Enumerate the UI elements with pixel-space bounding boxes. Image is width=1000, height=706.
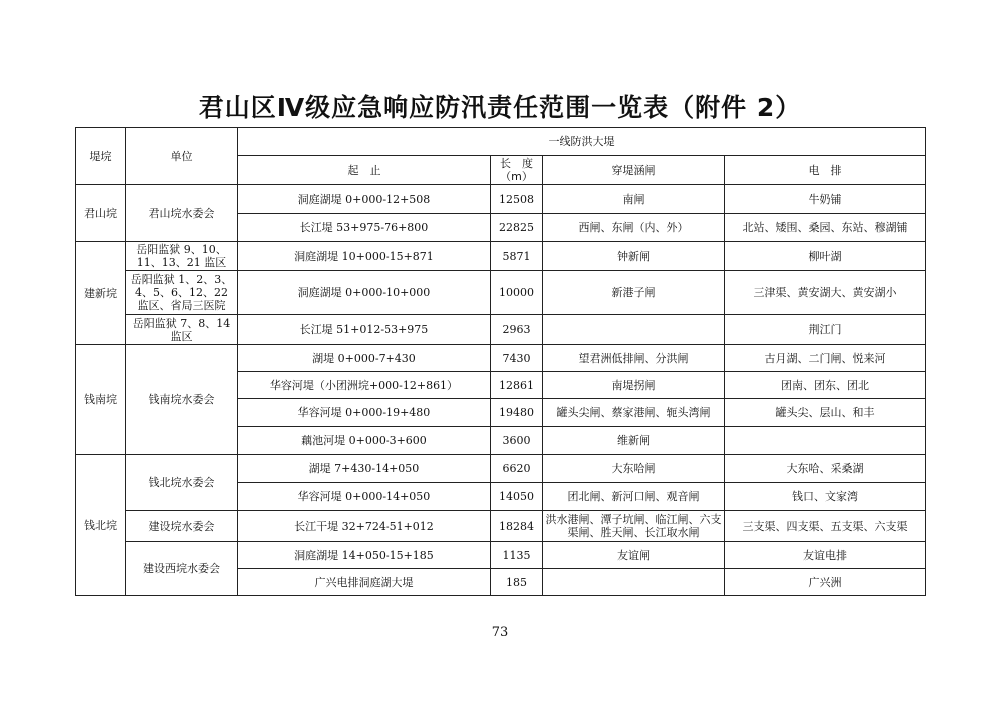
- header-culvert: 穿堤涵闸: [543, 156, 725, 185]
- unit-cell: 建设西垸水委会: [126, 542, 238, 596]
- pump-cell: 荆江门: [725, 315, 926, 345]
- length-cell: 22825: [491, 214, 543, 242]
- header-length-unit: （m）: [500, 170, 533, 183]
- unit-cell: 岳阳监狱 7、8、14 监区: [126, 315, 238, 345]
- culvert-cell: 大东哈闸: [543, 455, 725, 483]
- culvert-cell: 罐头尖闸、蔡家港闸、轭头湾闸: [543, 399, 725, 427]
- range-cell: 华容河堤 0+000-19+480: [238, 399, 491, 427]
- table-row: [76, 345, 926, 372]
- header-group: 一线防洪大堤: [238, 128, 926, 156]
- culvert-cell: 团北闸、新河口闸、观音闸: [543, 483, 725, 511]
- document-title: 君山区Ⅳ级应急响应防汛责任范围一览表（附件 2）: [198, 93, 802, 122]
- table-row: [76, 271, 926, 315]
- pump-cell: 北站、矮围、桑园、东站、穆湖铺: [725, 214, 926, 242]
- length-cell: 18284: [491, 511, 543, 542]
- pump-cell: 三津渠、黄安湖大、黄安湖小: [725, 271, 926, 315]
- header-length: [491, 156, 543, 185]
- range-cell: 长江堤 51+012-53+975: [238, 315, 491, 345]
- header-pump: 电 排: [725, 156, 926, 185]
- unit-cell: 岳阳监狱 9、10、11、13、21 监区: [126, 242, 238, 271]
- range-cell: 藕池河堤 0+000-3+600: [238, 427, 491, 455]
- range-cell: 洞庭湖堤 0+000-10+000: [238, 271, 491, 315]
- length-cell: 14050: [491, 483, 543, 511]
- table-row: [76, 511, 926, 542]
- length-cell: 6620: [491, 455, 543, 483]
- unit-cell: 钱北垸水委会: [126, 455, 238, 511]
- range-cell: 湖堤 0+000-7+430: [238, 345, 491, 372]
- table-row: [76, 185, 926, 214]
- pump-cell: 牛奶铺: [725, 185, 926, 214]
- header-range: 起 止: [238, 156, 491, 185]
- range-cell: 华容河堤（小团洲垸+000-12+861）: [238, 372, 491, 399]
- culvert-cell: 钟新闸: [543, 242, 725, 271]
- table-row: [76, 542, 926, 569]
- length-cell: 2963: [491, 315, 543, 345]
- unit-cell: 钱南垸水委会: [126, 345, 238, 455]
- range-cell: 洞庭湖堤 10+000-15+871: [238, 242, 491, 271]
- length-cell: 7430: [491, 345, 543, 372]
- pump-cell: 柳叶湖: [725, 242, 926, 271]
- dike-cell: 建新垸: [76, 242, 126, 345]
- pump-cell: 罐头尖、层山、和丰: [725, 399, 926, 427]
- header-dike: 堤垸: [76, 128, 126, 185]
- length-cell: 19480: [491, 399, 543, 427]
- dike-cell: 钱南垸: [76, 345, 126, 455]
- pump-cell: 大东哈、采桑湖: [725, 455, 926, 483]
- range-cell: 广兴电排洞庭湖大堤: [238, 569, 491, 596]
- dike-cell: 君山垸: [76, 185, 126, 242]
- pump-cell: 友谊电排: [725, 542, 926, 569]
- dike-cell: 钱北垸: [76, 455, 126, 596]
- unit-cell: 岳阳监狱 1、2、3、4、5、6、12、22 监区、省局三医院: [126, 271, 238, 315]
- unit-cell: 君山垸水委会: [126, 185, 238, 242]
- culvert-cell: [543, 569, 725, 596]
- table-row: [76, 315, 926, 345]
- pump-cell: 钱口、文家湾: [725, 483, 926, 511]
- header-unit: 单位: [126, 128, 238, 185]
- table-row: [76, 242, 926, 271]
- range-cell: 洞庭湖堤 14+050-15+185: [238, 542, 491, 569]
- unit-cell: 建设垸水委会: [126, 511, 238, 542]
- responsibility-table: [75, 127, 926, 596]
- culvert-cell: 维新闸: [543, 427, 725, 455]
- range-cell: 洞庭湖堤 0+000-12+508: [238, 185, 491, 214]
- culvert-cell: 南闸: [543, 185, 725, 214]
- culvert-cell: 西闸、东闸（内、外）: [543, 214, 725, 242]
- length-cell: 12861: [491, 372, 543, 399]
- pump-cell: [725, 427, 926, 455]
- culvert-cell: [543, 315, 725, 345]
- pump-cell: 广兴洲: [725, 569, 926, 596]
- length-cell: 1135: [491, 542, 543, 569]
- range-cell: 华容河堤 0+000-14+050: [238, 483, 491, 511]
- range-cell: 长江堤 53+975-76+800: [238, 214, 491, 242]
- culvert-cell: 洪水港闸、潭子坑闸、临江闸、六支渠闸、胜天闸、长江取水闸: [543, 511, 725, 542]
- length-cell: 10000: [491, 271, 543, 315]
- header-length-label: 长 度: [500, 157, 533, 170]
- length-cell: 12508: [491, 185, 543, 214]
- culvert-cell: 南堤拐闸: [543, 372, 725, 399]
- pump-cell: 三支渠、四支渠、五支渠、六支渠: [725, 511, 926, 542]
- culvert-cell: 友谊闸: [543, 542, 725, 569]
- length-cell: 5871: [491, 242, 543, 271]
- page-number: 73: [491, 625, 509, 640]
- length-cell: 185: [491, 569, 543, 596]
- pump-cell: 古月湖、二门闸、悦来河: [725, 345, 926, 372]
- range-cell: 长江干堤 32+724-51+012: [238, 511, 491, 542]
- culvert-cell: 新港子闸: [543, 271, 725, 315]
- table-row: [76, 455, 926, 483]
- range-cell: 湖堤 7+430-14+050: [238, 455, 491, 483]
- length-cell: 3600: [491, 427, 543, 455]
- pump-cell: 团南、团东、团北: [725, 372, 926, 399]
- culvert-cell: 望君洲低排闸、分洪闸: [543, 345, 725, 372]
